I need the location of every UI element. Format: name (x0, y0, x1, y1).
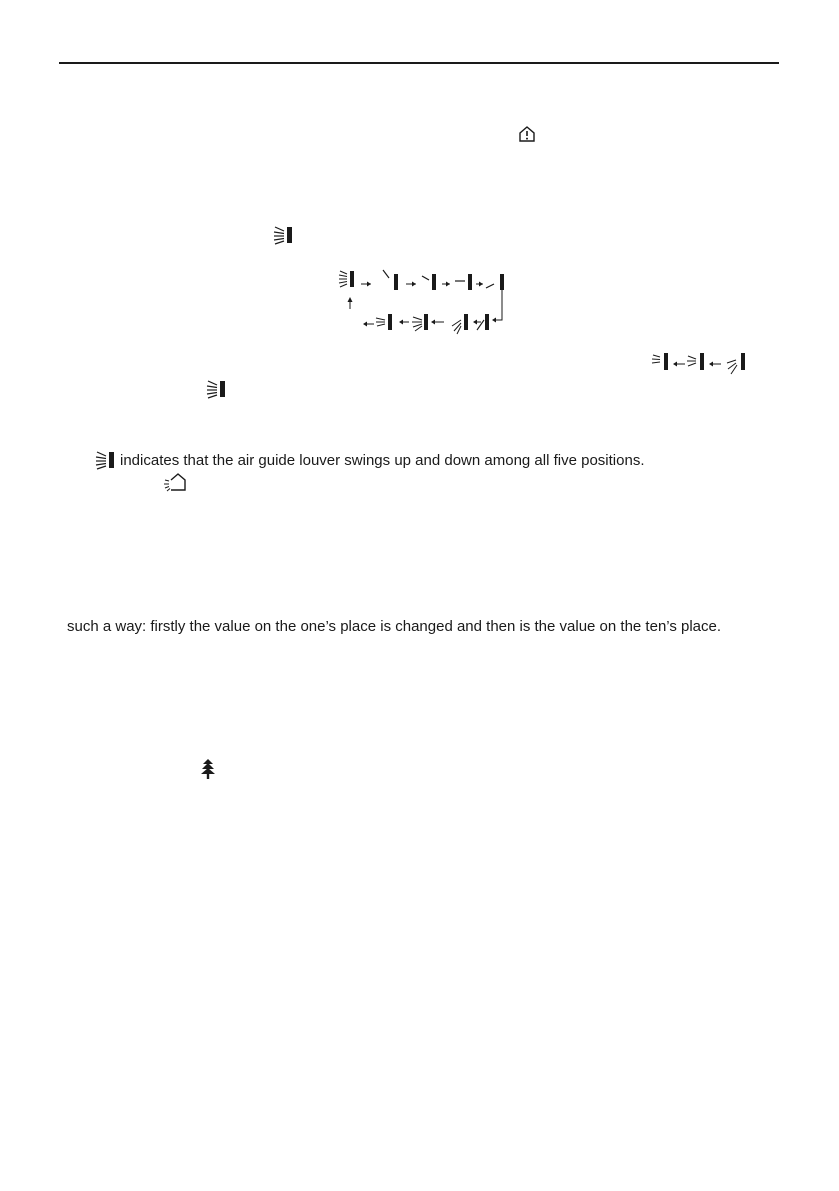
louver-position-sequence-diagram (334, 268, 514, 334)
fir-tree-icon (200, 758, 216, 780)
louver-swing-sequence-icon (651, 351, 751, 377)
value-change-text: such a way: firstly the value on the one’s place is changed and then is the value on the ten’s place. (67, 618, 722, 635)
home-fan-icon (163, 471, 187, 493)
swing-louver-icon (273, 224, 295, 246)
swing-description-text: indicates that the air guide louver swings up and down among all five positions. (120, 452, 645, 469)
swing-louver-icon (95, 449, 117, 471)
header-rule (59, 62, 779, 64)
health-home-icon (518, 125, 536, 143)
swing-louver-icon (206, 378, 228, 400)
